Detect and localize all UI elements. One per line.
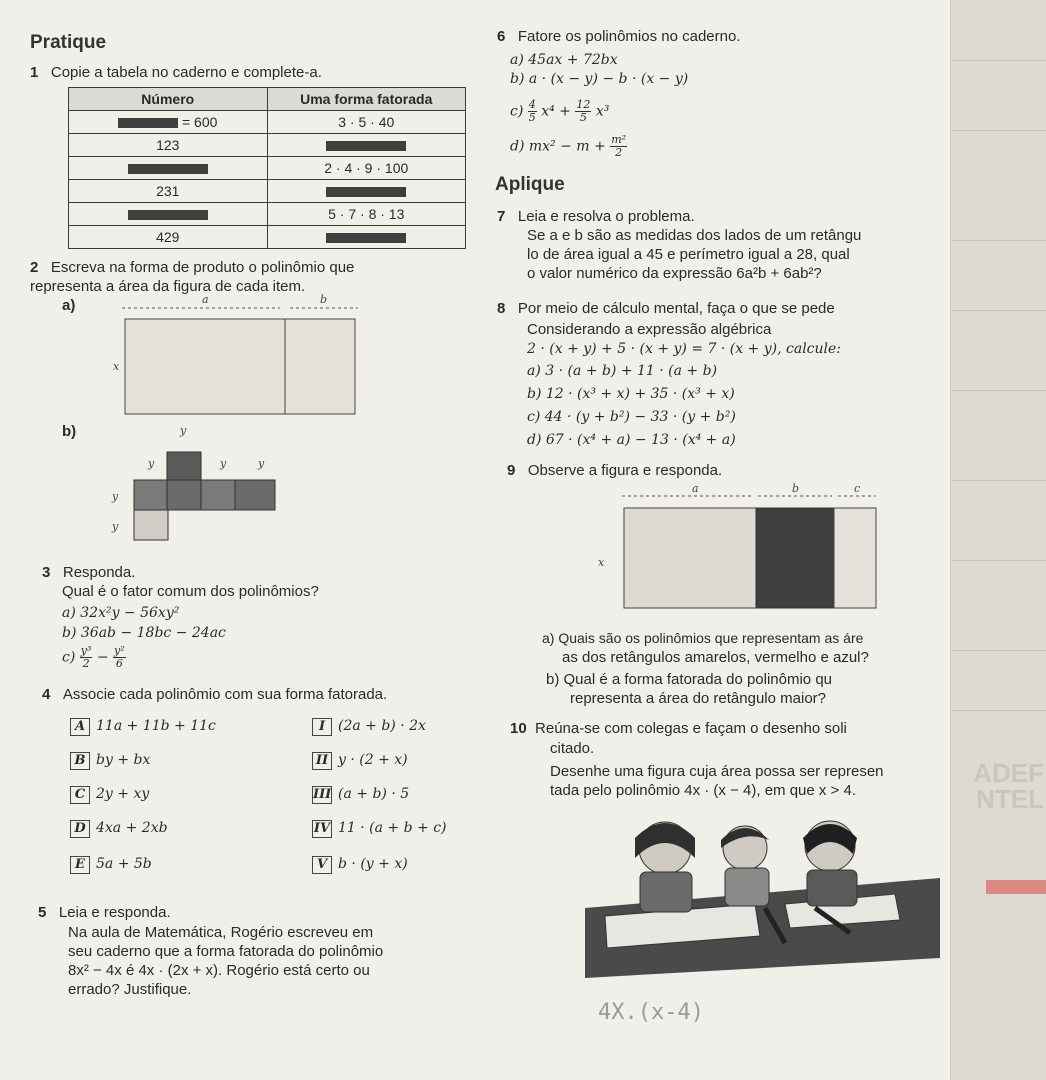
q9-a-line2: as dos retângulos amarelos, vermelho e azul? [562, 649, 869, 666]
fig-b-side1: y [112, 490, 119, 503]
section-practice-title: Pratique [30, 32, 107, 53]
fig-b-left: y [148, 457, 155, 470]
table-row: 429 [69, 226, 466, 249]
q4-right-V: V b · (y + x) [312, 856, 408, 874]
q3-b: b) 36ab − 18bc − 24ac [62, 625, 226, 641]
q5-line4: errado? Justifique. [68, 981, 192, 998]
q5-statement: 5 Leia e responda. [38, 904, 171, 921]
q2-statement-line2: representa a área da figura de cada item. [30, 278, 306, 295]
table-row: 2 · 4 · 9 · 100 [69, 157, 466, 180]
q4-right-III: III (a + b) · 5 [313, 786, 410, 802]
table-row: 5 · 7 · 8 · 13 [69, 203, 466, 226]
table-row: 123 [69, 134, 466, 157]
fig-b-mid: y [220, 457, 227, 470]
q2-a-label: a) [62, 297, 76, 314]
q3-statement: 3 Responda. [42, 564, 136, 581]
q8-d: d) 67 · (x⁴ + a) − 13 · (x⁴ + a) [527, 432, 736, 448]
fig9-label-x: x [598, 556, 605, 569]
fig9-label-a: a [692, 482, 699, 495]
q9-b-line2: representa a área do retângulo maior? [570, 690, 826, 707]
fig-b-side2: y [112, 520, 119, 533]
q8-a: a) 3 · (a + b) + 11 · (a + b) [527, 363, 718, 379]
q4-left-A: A 11a + 11b + 11c [70, 718, 216, 736]
section-apply-title: Aplique [495, 174, 565, 195]
q9-statement: 9 Observe a figura e responda. [507, 462, 723, 479]
fig-b-top: y [180, 424, 187, 437]
q3-c: c) $\frac{\text{y³}}{2}$ − $\frac{\text{y²}}{6}$ [62, 644, 125, 670]
q5-line3: 8x² − 4x é 4x · (2x + x). Rogério está certo ou [68, 962, 370, 979]
q4-left-B: B by + bx [70, 752, 150, 770]
q2-figure-b [110, 420, 290, 545]
q7-line3: lo de área igual a 45 e perímetro igual a 28, qual [527, 246, 850, 263]
q4-right-II: II y · (2 + x) [312, 752, 408, 770]
table-header-numero: Número [69, 88, 268, 111]
q2-statement: 2 Escreva na forma de produto o polinômio que [30, 259, 355, 276]
q4-left-D: D 4xa + 2xb [70, 820, 168, 838]
table-row: 231 [69, 180, 466, 203]
q7-statement: 7 Leia e resolva o problema. [497, 208, 695, 225]
q3-a: a) 32x²y − 56xy² [62, 605, 180, 621]
fig-a-label-b: b [320, 294, 328, 306]
q4-left-C: C 2y + xy [70, 786, 149, 804]
fig9-label-c: c [854, 482, 861, 495]
q8-line3: 2 · (x + y) + 5 · (x + y) = 7 · (x + y), calcule: [527, 341, 842, 357]
edge-text: ADEF NTEL [973, 758, 1044, 814]
q10-line4: tada pelo polinômio 4x · (x − 4), em que x > 4. [550, 782, 856, 799]
q6-c: c) $\frac{4}{5}$ x⁴ + $\frac{12}{5}$ x³ [510, 98, 610, 124]
q1-statement: 1 Copie a tabela no caderno e complete-a. [30, 64, 322, 81]
edge-red-band [986, 880, 1046, 894]
q4-left-E: E 5a + 5b [70, 856, 152, 874]
q7-line4: o valor numérico da expressão 6a²b + 6ab²? [527, 265, 822, 282]
table-row: = 600 3 · 5 · 40 [69, 111, 466, 134]
q5-line1: Na aula de Matemática, Rogério escreveu em [68, 924, 374, 941]
table-header-fatorada: Uma forma fatorada [267, 88, 466, 111]
q6-b: b) a · (x − y) − b · (x − y) [510, 71, 689, 87]
q10-line2: citado. [550, 740, 595, 757]
q10-statement: 10 Reúna-se com colegas e façam o desenho soli [510, 720, 847, 737]
students-illustration [585, 808, 945, 978]
q7-line2: Se a e b são as medidas dos lados de um retângu [527, 227, 862, 244]
q3-question: Qual é o fator comum dos polinômios? [62, 583, 319, 600]
q4-right-I: I (2a + b) · 2x [312, 718, 426, 736]
fig9-label-b: b [792, 482, 800, 495]
fig-a-label-x: x [113, 360, 120, 373]
q4-statement: 4 Associe cada polinômio com sua forma fatorada. [42, 686, 388, 703]
q6-statement: 6 Fatore os polinômios no caderno. [497, 28, 741, 45]
q8-c: c) 44 · (y + b²) − 33 · (y + b²) [527, 409, 736, 425]
q6-d: d) mx² − m + $\frac{\text{m²}}{2}$ [510, 133, 627, 159]
q8-line2: Considerando a expressão algébrica [527, 321, 772, 338]
q8-b: b) 12 · (x³ + x) + 35 · (x³ + x) [527, 386, 735, 402]
q9-b: b) Qual é a forma fatorada do polinômio qu [546, 671, 833, 688]
fig-b-right: y [258, 457, 265, 470]
q9-a: a) Quais são os polinômios que representam as áre [542, 630, 864, 646]
handwritten-answer: 4X.(x-4) [598, 1000, 704, 1025]
q8-statement: 8 Por meio de cálculo mental, faça o que se pede [497, 300, 835, 317]
next-page-edge [950, 0, 1046, 1080]
q5-line2: seu caderno que a forma fatorada do polinômio [68, 943, 384, 960]
q1-table [68, 87, 466, 249]
fig-a-label-a: a [202, 294, 209, 306]
q2-figure-a [110, 294, 360, 424]
q10-line3: Desenhe uma figura cuja área possa ser represen [550, 763, 884, 780]
q4-right-IV: IV 11 · (a + b + c) [313, 820, 447, 836]
q2-b-label: b) [62, 423, 77, 440]
q6-a: a) 45ax + 72bx [510, 52, 618, 68]
q9-figure [592, 482, 882, 617]
